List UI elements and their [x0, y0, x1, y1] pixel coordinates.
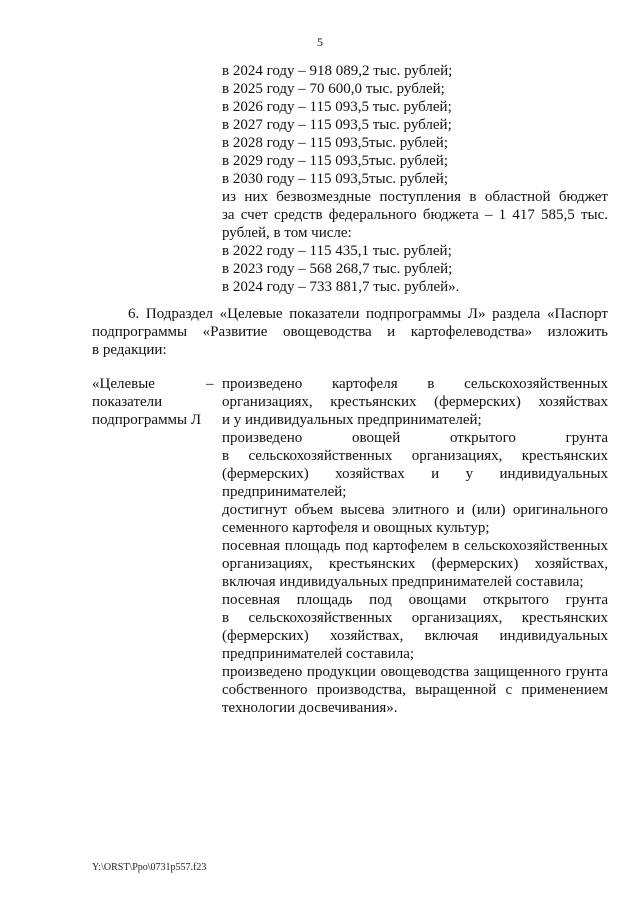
section6-line: подпрограммы «Развитие овощеводства и картофелеводства» изложить	[92, 324, 608, 340]
funding-line: в 2027 году – 115 093,5 тыс. рублей;	[222, 117, 452, 133]
indicator-line: предпринимателей;	[222, 484, 347, 500]
funding-line: в 2029 году – 115 093,5тыс. рублей;	[222, 153, 448, 169]
indicator-line: в сельскохозяйственных организациях, крестьянских	[222, 448, 608, 464]
indicator-line: произведено овощей открытого грунта	[222, 430, 608, 446]
funding-line: в 2028 году – 115 093,5тыс. рублей;	[222, 135, 448, 151]
indicator-line: в сельскохозяйственных организациях, крестьянских	[222, 610, 608, 626]
indicator-line: достигнут объем высева элитного и (или) оригинального	[222, 502, 608, 518]
file-path-footer: Y:\ORST\Ppo\0731p557.f23	[92, 862, 207, 873]
funding-line: в 2030 году – 115 093,5тыс. рублей;	[222, 171, 448, 187]
label-dash: –	[206, 376, 214, 392]
indicator-line: посевная площадь под овощами открытого грунта	[222, 592, 608, 608]
indicator-label-line: подпрограммы Л	[92, 412, 202, 428]
indicator-line: организациях, крестьянских (фермерских) хозяйствах	[222, 394, 608, 410]
indicator-line: включая индивидуальных предпринимателей составила;	[222, 574, 584, 590]
page-number: 5	[317, 35, 323, 49]
federal-text-line: за счет средств федерального бюджета – 1 417 585,5 тыс.	[222, 207, 608, 223]
indicator-line: и у индивидуальных предпринимателей;	[222, 412, 482, 428]
indicator-line: произведено продукции овощеводства защищенного грунта	[222, 664, 608, 680]
indicator-label-line: «Целевые	[92, 376, 155, 392]
funding-line: в 2025 году – 70 600,0 тыс. рублей;	[222, 81, 445, 97]
indicator-line: технологии досвечивания».	[222, 700, 398, 716]
indicator-label-line: показатели	[92, 394, 163, 410]
indicator-line: посевная площадь под картофелем в сельскохозяйственных	[222, 538, 608, 554]
funding-line: в 2024 году – 918 089,2 тыс. рублей;	[222, 63, 453, 79]
funding-line: в 2026 году – 115 093,5 тыс. рублей;	[222, 99, 452, 115]
indicator-line: (фермерских) хозяйствах и у индивидуальных	[222, 466, 608, 482]
section6-line: в редакции:	[92, 342, 167, 358]
indicator-line: семенного картофеля и овощных культур;	[222, 520, 490, 536]
federal-text-line: из них безвозмездные поступления в областной бюджет	[222, 189, 608, 205]
indicator-line: собственного производства, выращенной с применением	[222, 682, 608, 698]
federal-year-line: в 2024 году – 733 881,7 тыс. рублей».	[222, 279, 460, 295]
indicator-line: произведено картофеля в сельскохозяйственных	[222, 376, 608, 392]
indicator-line: организациях, крестьянских (фермерских) хозяйствах,	[222, 556, 608, 572]
indicator-line: (фермерских) хозяйствах, включая индивидуальных	[222, 628, 608, 644]
federal-year-line: в 2023 году – 568 268,7 тыс. рублей;	[222, 261, 453, 277]
section6-line: 6. Подраздел «Целевые показатели подпрограммы Л» раздела «Паспорт	[128, 306, 608, 322]
federal-text-line: рублей, в том числе:	[222, 225, 352, 241]
indicator-line: предпринимателей составила;	[222, 646, 415, 662]
federal-year-line: в 2022 году – 115 435,1 тыс. рублей;	[222, 243, 452, 259]
